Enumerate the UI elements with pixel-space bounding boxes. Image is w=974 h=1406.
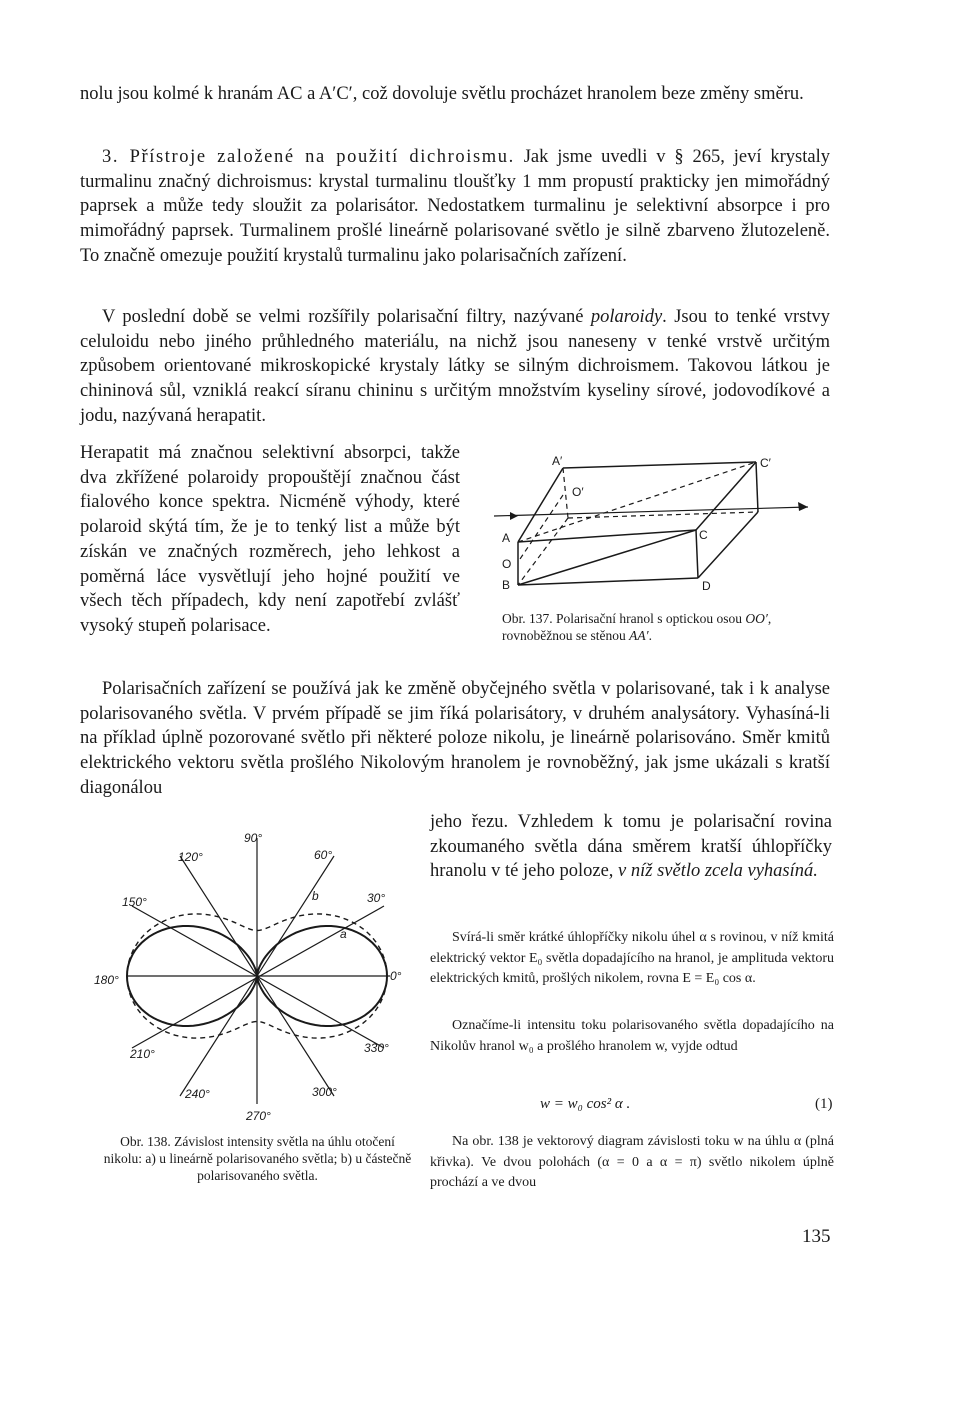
label-C: C [699,528,708,542]
paragraph-polarisation-devices: Polarisačních zařízení se používá jak ke změně obyčejného světla v polarisované, tak i k analyse polarisovaného světla. V prvém případě se jim říká polarisátory, v druhém analysátory. Vyhasíná-li na příklad úplně pozorované světlo při některé poloze nikolu, je lineárně polarisováno. Směr kmitů elektrického vektoru světla prošlého Nikolovým hranolem je rovnoběžný, jak jsme ukázali s kratší diagonálou [80,679,830,798]
paragraph-section-3: 3. Přístroje založené na použití dichroismu. Jak jsme uvedli v § 265, jeví krystaly turmalinu značný dichroismus: krystal turmalinu tloušťky 1 mm propustí prakticky jen mimořádný paprsek a může tedy sloužit za polarisátor. Nedostatkem turmalinu je selektivní absorpce i pro mimořádný paprsek. Turmalinem prošlé lineárně polarisované světlo je silně zbarveno žlutozeleně. To značně omezuje použití krystalů turmalinu jako polarisačních zařízení. [80,147,831,266]
angle-240: 240° [185,1087,210,1101]
equation-number: (1) [815,1096,833,1112]
angle-300: 300° [312,1085,337,1099]
curve-label-a: a [340,927,347,941]
paragraph-right-column: jeho řezu. Vzhledem k tomu je polarisační rovina zkoumaného světla dána směrem kratší úhlopříčky hranolu v té jeho poloze, v níž světlo zcela vyhasíná. [430,812,832,882]
paragraph-herapatit: Herapatit má značnou selektivní absorpci, takže dva zkřížené polaroidy propouštějí značnou část fialového konce spektra. Nicméně výhody, které polaroid skýtá tím, že je to tenký list a může být získán ve značných rozměrech, jeho lehkost a poměrná láce vysvětlují jeho hojné použití ve všech těch případech, kdy není zapotřebí zvlášť vysoký stupeň polarisace. [80,443,460,636]
label-C-prime: C′ [760,456,771,470]
angle-30: 30° [367,891,386,905]
formula-malus: w = w₀ cos² α . [540,1096,631,1112]
label-D: D [702,579,711,593]
section-heading: 3. Přístroje založené na použití dichroismu. [102,147,515,167]
curve-label-b: b [312,889,319,903]
small-paragraph-intensity: Označíme-li intensitu toku polarisovaného světla dopadajícího na Nikolův hranol w₀ a prošlého hranolem w, vyjde odtud [430,1018,834,1054]
angle-120: 120° [178,850,203,864]
angle-150: 150° [122,895,147,909]
term-polaroidy: polaroidy [590,307,663,327]
paragraph-polaroids: V poslední době se velmi rozšířily polarisační filtry, nazývané polaroidy. Jsou to tenké vrstvy celuloidu nebo jiného průhledného materiálu, na nichž jsou naneseny v tenké vrstvě určitým způsobem orientované mikroskopické krystaly látky se silným dichroismem. Takovou látkou je chininová sůl, vzniklá reakcí síranu chininu s určitým množstvím kyseliny sírové, jodovodíkové a jodu, nazývaná herapatit. [80,307,830,426]
angle-90: 90° [244,831,263,845]
figure-137-caption: Obr. 137. Polarisační hranol s optickou osou OO′, rovnoběžnou se stěnou AA′. [502,611,772,643]
figure-138-polar-diagram [92,826,410,1126]
small-paragraph-diagram: Na obr. 138 je vektorový diagram závislosti toku w na úhlu α (plná křivka). Ve dvou polohách (α = 0 a α = π) světlo nikolem úplně prochází a ve dvou [430,1134,834,1190]
angle-60: 60° [314,848,333,862]
small-paragraph-amplitude: Svírá-li směr krátké úhlopříčky nikolu úhel α s rovinou, v níž kmitá elektrický vektor E₀ světla dopadajícího na hranol, je amplituda vektoru elektrických kmitů, prošlých nikolem, rovna E = E₀ cos α. [430,930,834,986]
page-number: 135 [802,1226,831,1247]
label-A: A [502,531,511,545]
label-O-prime: O′ [572,485,584,499]
angle-270: 270° [246,1109,271,1123]
angle-180: 180° [94,973,119,987]
angle-210: 210° [130,1047,155,1061]
label-B: B [502,578,511,592]
figure-138-caption: Obr. 138. Závislost intensity světla na úhlu otočení nikolu: a) u lineárně polarisovaného světla; b) u částečně polarisovaného světla. [103,1134,412,1183]
angle-330: 330° [364,1041,389,1055]
angle-0: 0° [390,969,402,983]
label-A-prime: A′ [552,454,563,468]
label-O: O [502,557,512,571]
figure-137-prism [488,450,828,600]
paragraph-intro: nolu jsou kolmé k hranám AC a A′C′, což dovoluje světlu procházet hranolem beze změny směru. [80,84,804,104]
